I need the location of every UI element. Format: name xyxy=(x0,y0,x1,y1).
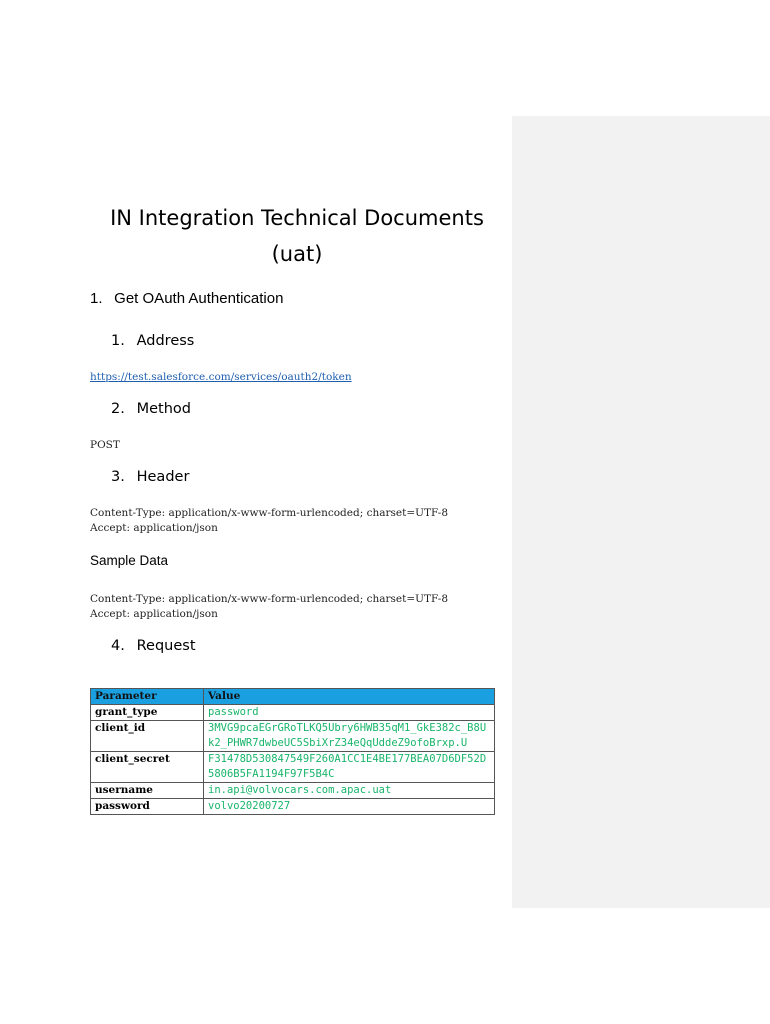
sample-line: Content-Type: application/x-www-form-urlencoded; charset=UTF-8 xyxy=(90,593,449,605)
param-name: grant_type xyxy=(91,705,204,721)
subheading-number: 2. xyxy=(111,401,125,417)
document-title xyxy=(90,200,504,272)
table-row xyxy=(91,783,495,799)
param-name: client_secret xyxy=(91,752,204,783)
column-header-value: Value xyxy=(204,689,495,705)
subheading-method xyxy=(111,401,191,417)
table-row xyxy=(91,705,495,721)
subheading-title: Request xyxy=(136,638,196,654)
table-row xyxy=(91,799,495,815)
address-url-link[interactable]: https://test.salesforce.com/services/oauth2/token xyxy=(90,371,352,383)
sample-line: Accept: application/json xyxy=(90,608,218,620)
address-url-block xyxy=(90,370,352,385)
table-header-row xyxy=(91,689,495,705)
sample-code-block xyxy=(90,592,448,622)
section-heading-oauth xyxy=(90,290,283,307)
param-name: client_id xyxy=(91,721,204,752)
subheading-number: 4. xyxy=(111,638,125,654)
param-value: F31478D530847549F260A1CC1E4BE177BEA07D6DF52D5806B5FA1194F97F5B4C xyxy=(204,752,495,783)
header-line: Content-Type: application/x-www-form-urlencoded; charset=UTF-8 xyxy=(90,507,449,519)
header-line: Accept: application/json xyxy=(90,522,218,534)
request-parameters-table xyxy=(90,688,495,815)
sample-data-heading: Sample Data xyxy=(90,553,169,568)
method-value: POST xyxy=(90,439,120,451)
table-row xyxy=(91,752,495,783)
subheading-request xyxy=(111,638,196,654)
subheading-header xyxy=(111,469,189,485)
param-value: volvo20200727 xyxy=(204,799,495,815)
section-title: Get OAuth Authentication xyxy=(114,290,284,307)
title-line-2: (uat) xyxy=(271,242,323,266)
subheading-address xyxy=(111,333,194,349)
param-value: password xyxy=(204,705,495,721)
param-value: 3MVG9pcaEGrGRoTLKQ5Ubry6HWB35qM1_GkE382c_B8Uk2_PHWR7dwbeUC5SbiXrZ34eQqUddeZ9ofoBrxp.U xyxy=(204,721,495,752)
subheading-title: Address xyxy=(136,333,195,349)
param-name: username xyxy=(91,783,204,799)
param-name: password xyxy=(91,799,204,815)
comment-pane xyxy=(512,116,770,908)
table-row xyxy=(91,721,495,752)
subheading-number: 1. xyxy=(111,333,125,349)
title-line-1: IN Integration Technical Documents xyxy=(110,206,484,230)
subheading-number: 3. xyxy=(111,469,125,485)
column-header-parameter: Parameter xyxy=(91,689,204,705)
param-value: in.api@volvocars.com.apac.uat xyxy=(204,783,495,799)
subheading-title: Header xyxy=(136,469,190,485)
subheading-title: Method xyxy=(136,401,191,417)
section-number: 1. xyxy=(90,290,103,307)
header-code-block xyxy=(90,506,448,536)
